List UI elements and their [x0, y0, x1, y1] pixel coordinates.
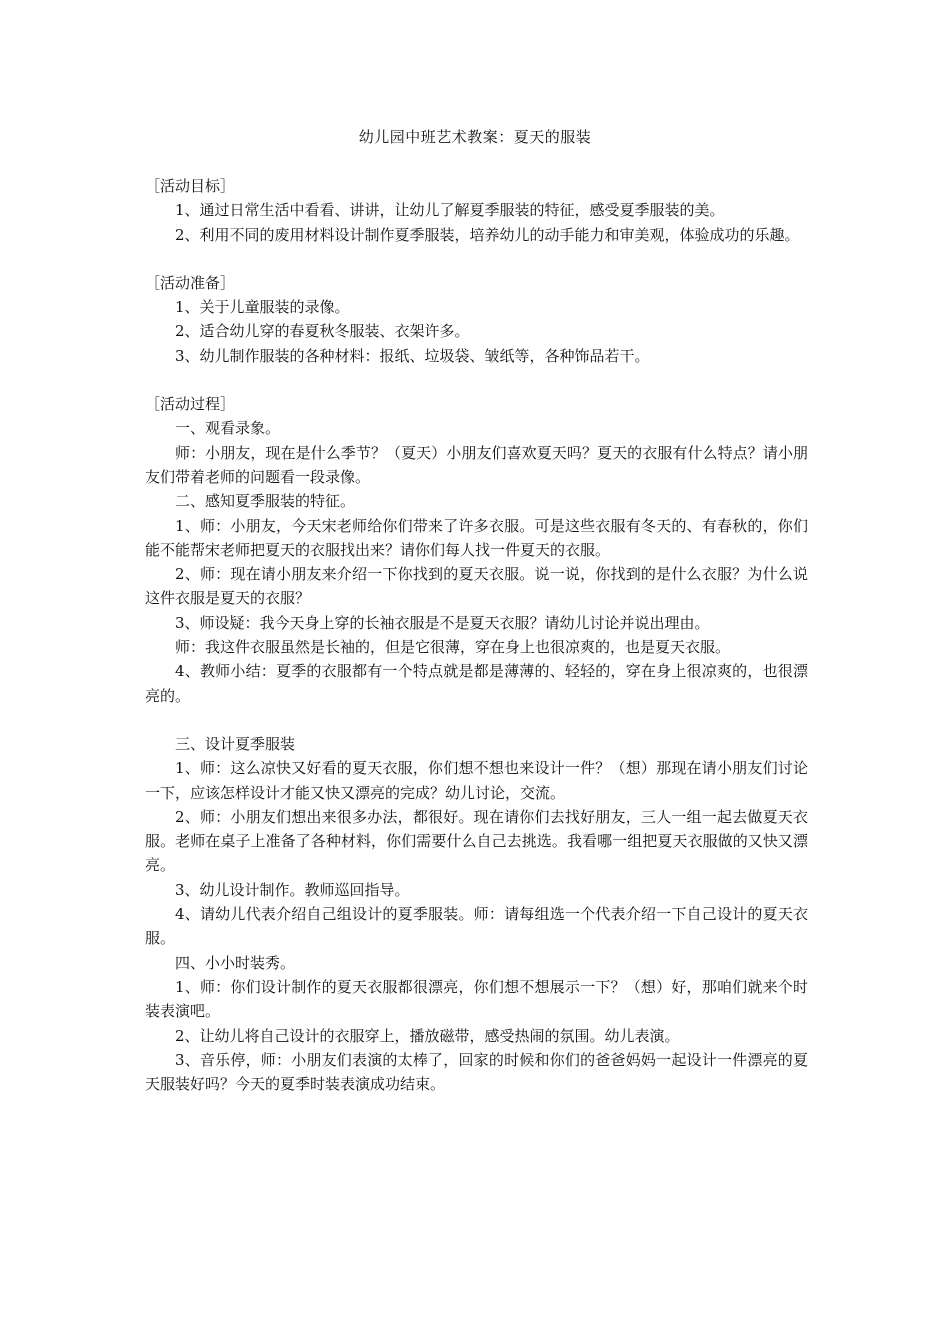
section-prep	[145, 271, 808, 368]
document-body	[145, 174, 808, 1096]
paragraph: 2、师：小朋友们想出来很多办法，都很好。现在请你们去找好朋友，三人一组一起去做夏天衣服。老师在桌子上准备了各种材料，你们需要什么自己去挑选。我看哪一组把夏天衣服做的又快又漂亮。	[145, 807, 808, 875]
paragraph: 1、师：你们设计制作的夏天衣服都很漂亮，你们想不想展示一下？（想）好，那咱们就来个时装表演吧。	[145, 977, 808, 1021]
paragraph: 2、师：现在请小朋友来介绍一下你找到的夏天衣服。说一说，你找到的是什么衣服？为什么说这件衣服是夏天的衣服？	[145, 565, 808, 608]
paragraph: 二、感知夏季服装的特征。	[175, 492, 356, 511]
paragraph: 3、师设疑：我今天身上穿的长袖衣服是不是夏天衣服？请幼儿讨论并说出理由。	[175, 613, 710, 632]
paragraph: 2、利用不同的废用材料设计制作夏季服装，培养幼儿的动手能力和审美观，体验成功的乐趣。	[175, 225, 800, 244]
paragraph: 3、幼儿制作服装的各种材料：报纸、垃圾袋、皱纸等，各种饰品若干。	[175, 346, 650, 365]
section-goals	[145, 174, 808, 247]
section-heading-process: ［活动过程］	[145, 395, 236, 414]
paragraph: 1、关于儿童服装的录像。	[175, 298, 350, 317]
section-heading-prep: ［活动准备］	[145, 273, 236, 292]
paragraph: 2、让幼儿将自己设计的衣服穿上，播放磁带，感受热闹的氛围。幼儿表演。	[175, 1026, 680, 1045]
section-heading-goals: ［活动目标］	[145, 177, 236, 195]
paragraph: 3、音乐停，师：小朋友们表演的太棒了，回家的时候和你们的爸爸妈妈一起设计一件漂亮的夏天服装好吗？今天的夏季时装表演成功结束。	[145, 1050, 808, 1094]
paragraph: 2、适合幼儿穿的春夏秋冬服装、衣架许多。	[175, 322, 470, 341]
paragraph: 师：小朋友，现在是什么季节？（夏天）小朋友们喜欢夏天吗？夏天的衣服有什么特点？请小朋友们带着老师的问题看一段录像。	[145, 443, 808, 486]
paragraph: 师：我这件衣服虽然是长袖的，但是它很薄，穿在身上也很凉爽的，也是夏天衣服。	[175, 638, 731, 657]
paragraph: 4、请幼儿代表介绍自己组设计的夏季服装。师：请每组选一个代表介绍一下自己设计的夏天衣服。	[145, 905, 808, 948]
paragraph: 三、设计夏季服装	[175, 734, 296, 753]
paragraph: 一、观看录象。	[175, 419, 281, 438]
document-title: 幼儿园中班艺术教案：夏天的服装	[358, 128, 592, 146]
paragraph: 4、教师小结：夏季的衣服都有一个特点就是都是薄薄的、轻轻的，穿在身上很凉爽的，也很漂亮的。	[145, 662, 808, 705]
paragraph: 1、师：这么凉快又好看的夏天衣服，你们想不想也来设计一件？（想）那现在请小朋友们讨论一下，应该怎样设计才能又快又漂亮的完成？幼儿讨论，交流。	[145, 759, 808, 802]
paragraph: 1、通过日常生活中看看、讲讲，让幼儿了解夏季服装的特征，感受夏季服装的美。	[175, 201, 725, 220]
paragraph: 3、幼儿设计制作。教师巡回指导。	[175, 880, 410, 899]
section-process	[145, 392, 808, 1096]
paragraph: 1、师：小朋友，今天宋老师给你们带来了许多衣服。可是这些衣服有冬天的、有春秋的，你们能不能帮宋老师把夏天的衣服找出来？请你们每人找一件夏天的衣服。	[145, 516, 808, 559]
paragraph: 四、小小时装秀。	[175, 953, 296, 972]
